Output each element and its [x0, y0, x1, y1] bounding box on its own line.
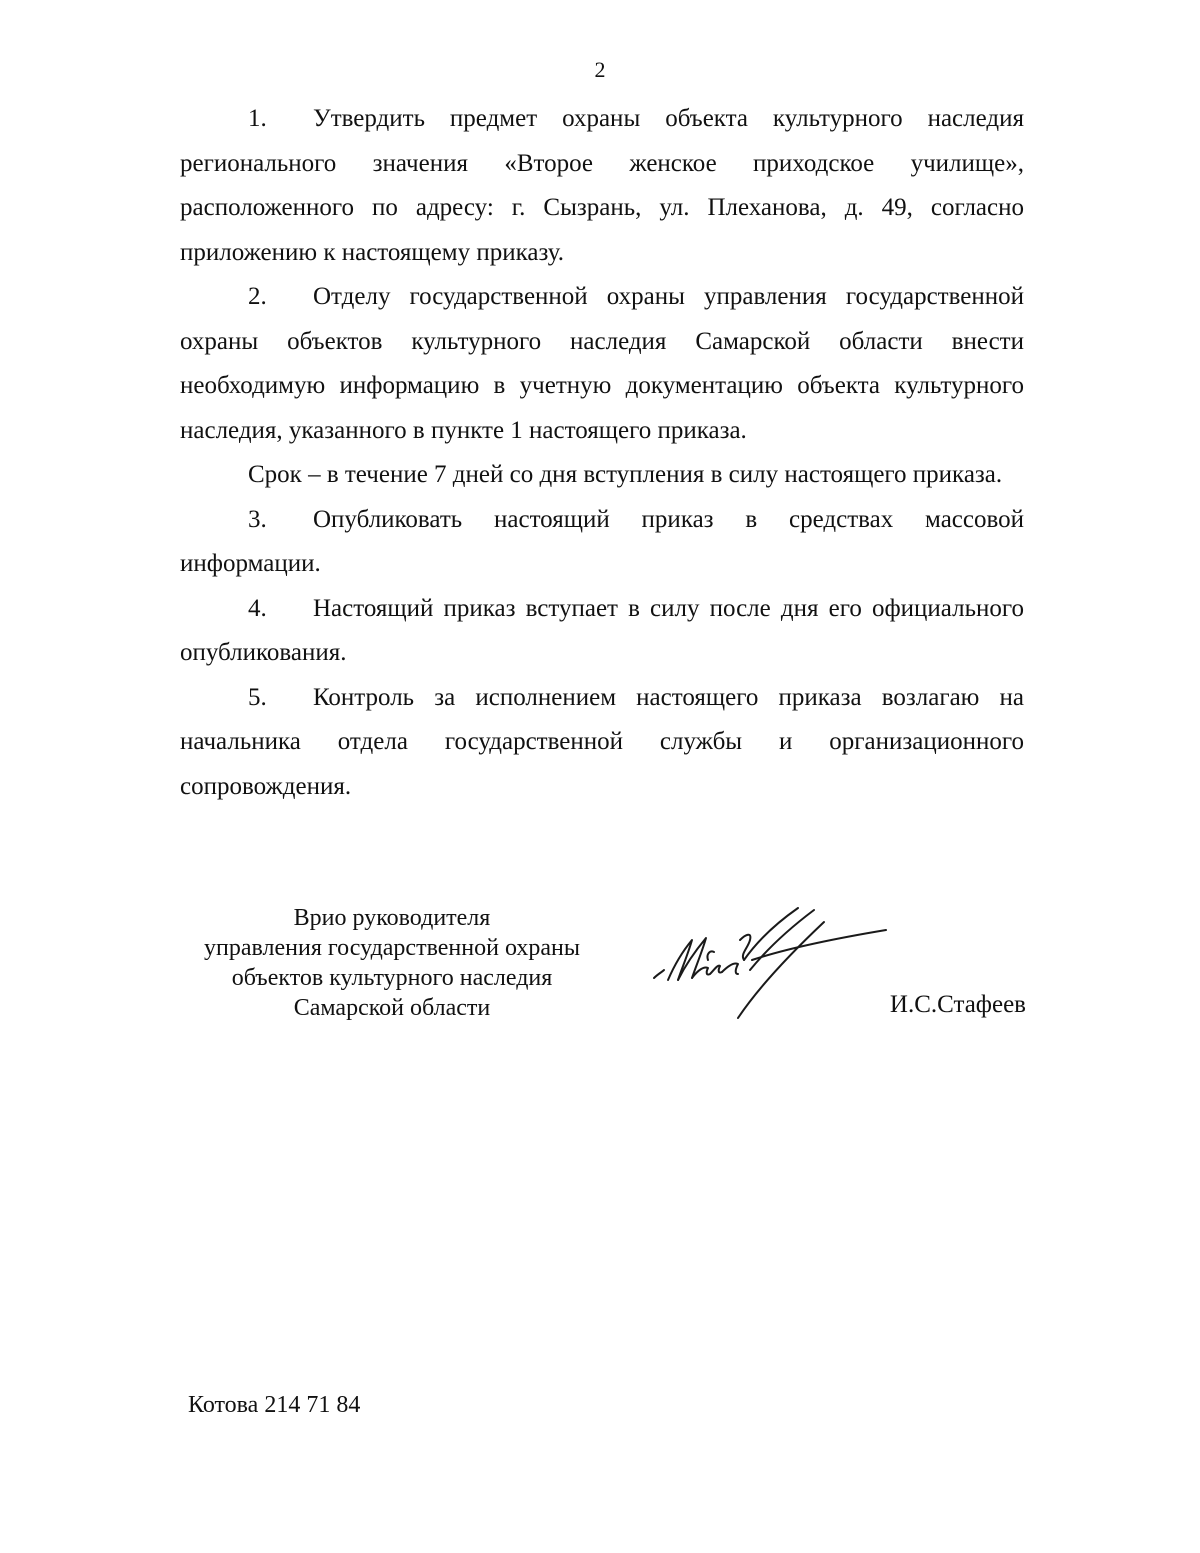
order-item-5 — [180, 676, 1024, 810]
order-item-3 — [180, 498, 1024, 587]
item-text: Утвердить предмет охраны объекта культурного наследия регионального значения «Второе женское приходское училище», расположенного по адресу: г. Сызрань, ул. Плеханова, д. 49, согласно приложению к настоящему приказу. — [180, 105, 1024, 266]
item-number: 1. — [248, 105, 267, 132]
position-line: Врио руководителя — [293, 905, 491, 931]
handwritten-signature — [648, 900, 888, 1020]
page-number: 2 — [594, 57, 606, 82]
item-text: Опубликовать настоящий приказ в средствах массовой информации. — [180, 505, 1024, 577]
item-text: Контроль за исполнением настоящего приказа возлагаю на начальника отдела государственной службы и организационного сопровождения. — [180, 683, 1024, 800]
position-line: управления государственной охраны — [204, 935, 580, 961]
order-item-2 — [180, 275, 1024, 453]
item-text: Настоящий приказ вступает в силу после дня его официального опубликования. — [180, 594, 1024, 666]
signatory-position — [186, 903, 598, 1023]
item-number: 4. — [248, 594, 267, 622]
deadline-text: Срок – в течение 7 дней со дня вступления в силу настоящего приказа. — [248, 461, 1003, 488]
executor-contact: Котова 214 71 84 — [188, 1392, 361, 1418]
order-body — [180, 97, 1024, 809]
position-line: Самарской области — [293, 995, 491, 1021]
order-item-1 — [180, 97, 1024, 275]
item-text: Отделу государственной охраны управления государственной охраны объектов культурного наследия Самарской области внести необходимую информацию в учетную документацию объекта культурного наследия, указанного в пункте 1 настоящего приказа. — [180, 283, 1024, 444]
item-number: 2. — [248, 283, 267, 310]
item-number: 3. — [248, 505, 267, 533]
signer-name: И.С.Стафеев — [889, 991, 1026, 1018]
order-item-4 — [180, 587, 1024, 676]
position-line: объектов культурного наследия — [231, 965, 553, 991]
item-number: 5. — [248, 683, 267, 711]
